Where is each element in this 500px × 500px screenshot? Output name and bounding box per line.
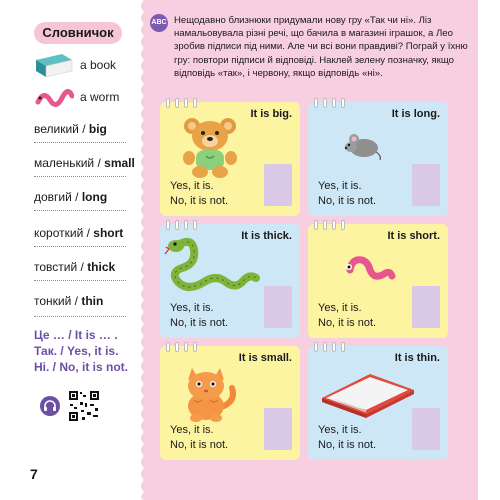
card-yes: Yes, it is. [318,424,362,436]
card-no: No, it is not. [318,317,377,329]
card-caption: It is small. [238,352,292,364]
sticker-slot[interactable] [412,164,440,206]
card-caption: It is thin. [394,352,440,364]
page-number: 7 [30,466,38,482]
vocab-word-big: великий / big [34,122,107,136]
sticker-slot[interactable] [264,408,292,450]
card-no: No, it is not. [170,317,229,329]
vocab-word-thin: тонкий / thin [34,294,104,308]
vocabulary-column [0,0,136,500]
card-short [308,224,448,338]
card-caption: It is short. [387,230,440,242]
vocab-word-small: маленький / small [34,156,135,170]
vocab-word-thick: товстий / thick [34,260,116,274]
card-no: No, it is not. [318,439,377,451]
task-instructions: Нещодавно близнюки придумали нову гру «Так чи ні». Ліз намальовувала різні речі, що бачила в магазині іграшок, а Лео зробив підписи під ними. Але чи всі вони правдиві? Пограй у їхню гру: повтори підписи й відповіді. Наклей зелену позначку, якщо відповідь «так», і червону, якщо відповідь «ні». [174,15,468,79]
audio-qr-block [40,390,100,422]
phrase-yes: Так. / Yes, it is. [34,344,119,358]
vocab-word-short: короткий / short [34,226,124,240]
card-caption: It is big. [250,108,292,120]
sticker-slot[interactable] [412,408,440,450]
vocabulary-title: Словничок [34,22,122,44]
cat-picture [178,366,238,422]
book-picture [318,368,418,418]
card-small [160,346,300,460]
qr-code-icon[interactable] [68,390,100,422]
headphones-icon[interactable] [40,396,60,416]
abc-task-icon: ABC [150,14,168,32]
card-yes: Yes, it is. [170,180,214,192]
vocab-word-worm: a worm [80,90,120,104]
vocab-word-book: a book [80,58,117,72]
sticker-slot[interactable] [264,164,292,206]
card-long [308,102,448,216]
card-yes: Yes, it is. [318,180,362,192]
worm-picture [344,252,396,282]
teddy-bear-picture [178,116,242,178]
phrase-it-is: Це … / It is … . [34,328,118,342]
card-caption: It is long. [391,108,440,120]
sticker-slot[interactable] [264,286,292,328]
vocab-word-long: довгий / long [34,190,108,204]
card-no: No, it is not. [170,439,229,451]
sticker-slot[interactable] [412,286,440,328]
card-big [160,102,300,216]
book-icon [34,50,74,80]
card-thick [160,224,300,338]
card-no: No, it is not. [318,195,377,207]
phrase-no: Ні. / No, it is not. [34,360,129,374]
card-no: No, it is not. [170,195,229,207]
card-yes: Yes, it is. [170,424,214,436]
mouse-picture [342,128,386,162]
card-caption: It is thick. [241,230,292,242]
card-thin [308,346,448,460]
card-yes: Yes, it is. [318,302,362,314]
worm-icon [34,86,74,108]
card-yes: Yes, it is. [170,302,214,314]
vocab-pictured-book [34,50,116,80]
vocab-pictured-worm [34,86,119,108]
snake-picture [164,234,260,294]
